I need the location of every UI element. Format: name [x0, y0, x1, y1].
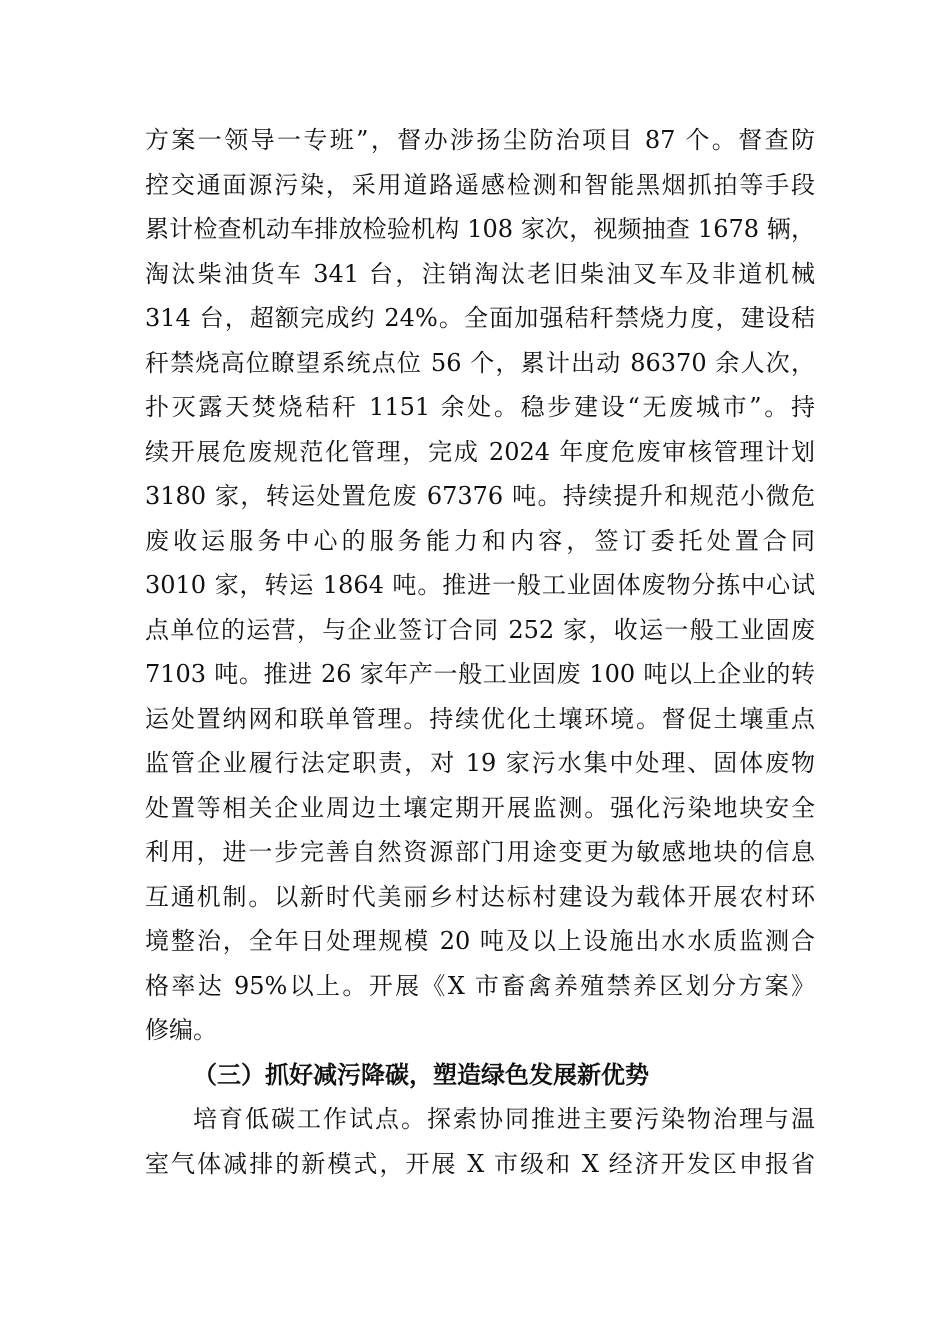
- text-line: 累计检查机动车排放检验机构 108 家次，视频抽查 1678 辆，: [145, 215, 815, 243]
- text-line: 互通机制。以新时代美丽乡村达标村建设为载体开展农村环: [145, 882, 815, 911]
- text-line: 3010 家，转运 1864 吨。推进一般工业固体废物分拣中心试: [145, 571, 815, 599]
- text-line: 控交通面源污染，采用道路遥感检测和智能黑烟抓拍等手段: [145, 170, 815, 199]
- text-line: 扑灭露天焚烧秸秆 1151 余处。稳步建设“无废城市”。持: [145, 393, 815, 421]
- text-line: 淘汰柴油货车 341 台，注销淘汰老旧柴油叉车及非道机械: [145, 259, 815, 288]
- text-line: 7103 吨。推进 26 家年产一般工业固废 100 吨以上企业的转: [145, 660, 815, 688]
- text-line: 利用，进一步完善自然资源部门用途变更为敏感地块的信息: [145, 838, 815, 866]
- text-line: 境整治，全年日处理规模 20 吨及以上设施出水水质监测合: [145, 927, 815, 955]
- text-line: 修编。: [145, 1016, 217, 1044]
- text-line: 314 台，超额完成约 24%。全面加强秸秆禁烧力度，建设秸: [145, 304, 815, 332]
- document-body: [145, 118, 815, 1186]
- text-line: 续开展危废规范化管理，完成 2024 年度危废审核管理计划: [145, 437, 815, 466]
- text-line: 处置等相关企业周边土壤定期开展监测。强化污染地块安全: [145, 793, 815, 822]
- text-line: 格率达 95%以上。开展《X 市畜禽养殖禁养区划分方案》: [145, 971, 815, 1000]
- text-line: 方案一领导一专班”，督办涉扬尘防治项目 87 个。督查防: [145, 126, 815, 154]
- text-line: 培育低碳工作试点。探索协同推进主要污染物治理与温: [193, 1105, 815, 1133]
- text-line: 3180 家，转运处置危废 67376 吨。持续提升和规范小微危: [145, 482, 815, 510]
- text-line: 室气体减排的新模式，开展 X 市级和 X 经济开发区申报省: [145, 1149, 815, 1178]
- text-line: 秆禁烧高位瞭望系统点位 56 个，累计出动 86370 余人次，: [145, 348, 815, 377]
- text-line: 监管企业履行法定职责，对 19 家污水集中处理、固体废物: [145, 749, 815, 777]
- text-line: 点单位的运营，与企业签订合同 252 家，收运一般工业固废: [145, 615, 815, 644]
- text-line: 运处置纳网和联单管理。持续优化土壤环境。督促土壤重点: [145, 704, 815, 733]
- paragraph-1: [145, 118, 815, 1053]
- paragraph-2: [145, 1097, 815, 1186]
- text-line: 废收运服务中心的服务能力和内容，签订委托处置合同: [145, 526, 815, 555]
- section-heading: （三）抓好减污降碳，塑造绿色发展新优势: [193, 1059, 649, 1089]
